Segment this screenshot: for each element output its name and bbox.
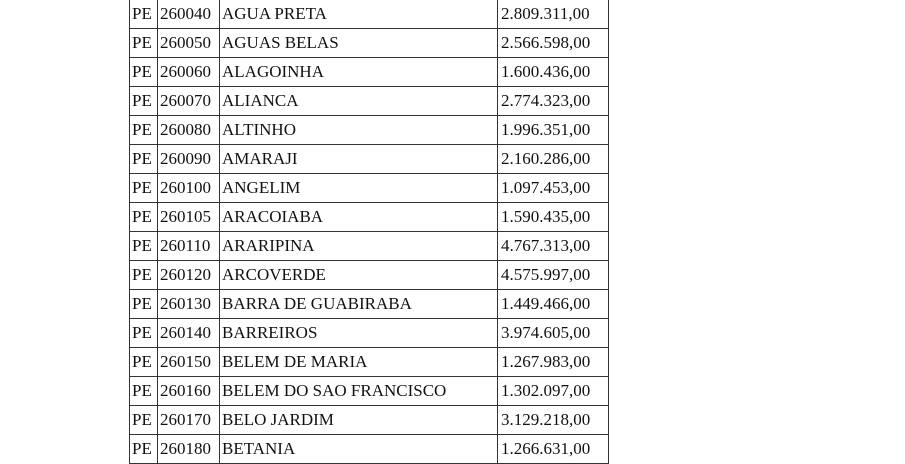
value-cell: 1.267.983,00 [498,348,609,377]
municipality-values-table [129,0,609,464]
state-cell: PE [130,174,158,203]
municipality-cell: ARARIPINA [220,232,498,261]
value-cell: 1.097.453,00 [498,174,609,203]
table-row [130,290,609,319]
state-cell: PE [130,348,158,377]
state-cell: PE [130,58,158,87]
state-cell: PE [130,435,158,464]
code-cell: 260050 [158,29,220,58]
state-cell: PE [130,116,158,145]
table-row [130,174,609,203]
state-cell: PE [130,290,158,319]
state-cell: PE [130,87,158,116]
municipality-cell: BELO JARDIM [220,406,498,435]
municipality-cell: BELEM DO SAO FRANCISCO [220,377,498,406]
state-cell: PE [130,261,158,290]
municipality-cell: BARREIROS [220,319,498,348]
code-cell: 260060 [158,58,220,87]
table-row [130,261,609,290]
code-cell: 260140 [158,319,220,348]
municipality-cell: BARRA DE GUABIRABA [220,290,498,319]
code-cell: 260100 [158,174,220,203]
value-cell: 2.774.323,00 [498,87,609,116]
table-row [130,0,609,29]
code-cell: 260180 [158,435,220,464]
state-cell: PE [130,232,158,261]
state-cell: PE [130,0,158,29]
municipality-cell: BETANIA [220,435,498,464]
table-row [130,377,609,406]
municipality-cell: AGUA PRETA [220,0,498,29]
value-cell: 1.302.097,00 [498,377,609,406]
table-row [130,116,609,145]
value-cell: 1.449.466,00 [498,290,609,319]
municipality-cell: ALTINHO [220,116,498,145]
value-cell: 4.767.313,00 [498,232,609,261]
municipality-cell: ALIANCA [220,87,498,116]
table-row [130,87,609,116]
municipality-cell: ARCOVERDE [220,261,498,290]
code-cell: 260080 [158,116,220,145]
code-cell: 260150 [158,348,220,377]
state-cell: PE [130,377,158,406]
value-cell: 1.996.351,00 [498,116,609,145]
table-row [130,348,609,377]
table-row [130,406,609,435]
table-row [130,203,609,232]
municipality-cell: AGUAS BELAS [220,29,498,58]
table-row [130,29,609,58]
state-cell: PE [130,203,158,232]
code-cell: 260130 [158,290,220,319]
value-cell: 2.566.598,00 [498,29,609,58]
code-cell: 260070 [158,87,220,116]
municipality-cell: AMARAJI [220,145,498,174]
value-cell: 4.575.997,00 [498,261,609,290]
table-row [130,58,609,87]
code-cell: 260170 [158,406,220,435]
code-cell: 260110 [158,232,220,261]
table-row [130,435,609,464]
table-row [130,319,609,348]
municipality-cell: ANGELIM [220,174,498,203]
state-cell: PE [130,319,158,348]
value-cell: 1.600.436,00 [498,58,609,87]
value-cell: 3.974.605,00 [498,319,609,348]
value-cell: 1.266.631,00 [498,435,609,464]
table-row [130,232,609,261]
value-cell: 1.590.435,00 [498,203,609,232]
code-cell: 260040 [158,0,220,29]
municipality-cell: ALAGOINHA [220,58,498,87]
state-cell: PE [130,406,158,435]
code-cell: 260090 [158,145,220,174]
municipality-table-container [129,0,609,464]
value-cell: 3.129.218,00 [498,406,609,435]
code-cell: 260105 [158,203,220,232]
code-cell: 260120 [158,261,220,290]
municipality-cell: ARACOIABA [220,203,498,232]
table-body [130,0,609,464]
municipality-cell: BELEM DE MARIA [220,348,498,377]
value-cell: 2.809.311,00 [498,0,609,29]
state-cell: PE [130,145,158,174]
state-cell: PE [130,29,158,58]
table-row [130,145,609,174]
value-cell: 2.160.286,00 [498,145,609,174]
code-cell: 260160 [158,377,220,406]
